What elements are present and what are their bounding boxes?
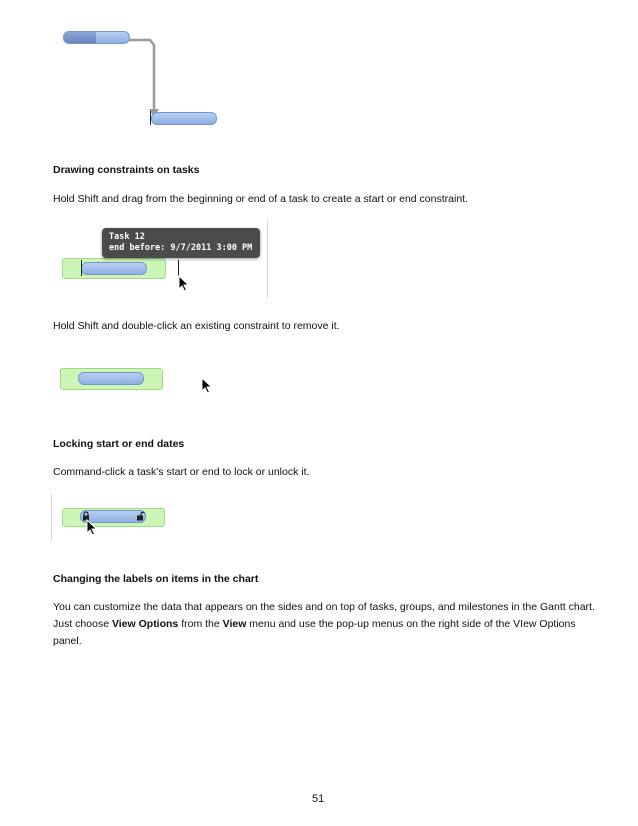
figure-remove-constraint [60,366,220,402]
constraint-tooltip [102,228,260,258]
paragraph-changing-labels [53,599,598,650]
tooltip-task-name: Task 12 [109,232,145,242]
paragraph-locking-dates: Command-click a task's start or end to lock or unlock it. [53,466,310,478]
cursor-arrow-icon [201,377,213,394]
panel-divider [51,494,52,542]
view-options-term: View Options [111,618,179,630]
paragraph-remove-constraint: Hold Shift and double-click an existing constraint to remove it. [53,320,340,332]
task-bar-successor[interactable] [151,112,217,125]
tooltip-end-before: end before: 9/7/2011 3:00 PM [109,243,253,253]
task-bar[interactable] [78,372,144,385]
figure-dependency [55,25,235,135]
figure-create-constraint [60,220,275,302]
cursor-arrow-icon [86,519,98,536]
view-menu-term: View [222,618,247,630]
constraint-start-tick [81,260,82,276]
section-heading-drawing-constraints: Drawing constraints on tasks [53,164,200,176]
figure-lock-dates [51,494,171,544]
section-heading-changing-labels: Changing the labels on items in the chart [53,573,259,585]
task-bar[interactable] [81,262,147,275]
paragraph-drawing-constraints: Hold Shift and drag from the beginning or end of a task to create a start or end constraint. [53,193,468,205]
unlock-icon[interactable] [136,511,145,521]
paragraph-text: from the [178,618,223,630]
cursor-arrow-icon [178,275,190,292]
page-number: 51 [312,793,325,805]
panel-divider [267,220,268,298]
constraint-end-tick [178,260,179,276]
section-heading-locking-dates: Locking start or end dates [53,438,185,450]
paragraph-text: You can customize the data that appears on the sides and on top of tasks, groups, and milestones in the Gantt chart. Just choose [53,601,595,630]
paragraph-text: menu and use the pop-up menus on the right side of the VIew Options panel. [53,618,576,647]
